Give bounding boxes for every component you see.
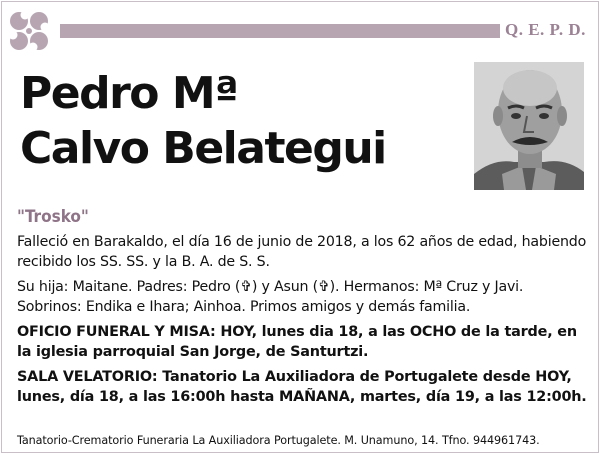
portrait-drawing	[474, 62, 584, 190]
funeral-home-footer: Tanatorio-Crematorio Funeraria La Auxiliadora Portugalete. M. Unamuno, 14. Tfno. 944961743.	[17, 434, 540, 447]
header-bar	[60, 24, 500, 38]
deceased-name	[20, 66, 460, 176]
name-line-2: Calvo Belategui	[20, 123, 386, 174]
qepd-label: Q. E. P. D.	[505, 20, 586, 39]
name-line-1: Pedro Mª	[20, 68, 238, 119]
funeral-paragraph: OFICIO FUNERAL Y MISA: HOY, lunes dia 18, a las OCHO de la tarde, en la iglesia parroquial San Jorge, de Santurtzi.	[17, 324, 577, 360]
family-paragraph: Su hija: Maitane. Padres: Pedro (✞) y Asun (✞). Hermanos: Mª Cruz y Javi. Sobrinos: Endika e Ihara; Ainhoa. Primos amigos y demás familia.	[17, 279, 524, 315]
wake-paragraph: SALA VELATORIO: Tanatorio La Auxiliadora de Portugalete desde HOY, lunes, día 18, a las 16:00h hasta MAÑANA, martes, día 19, a las 12:00h.	[17, 369, 587, 405]
death-paragraph: Falleció en Barakaldo, el día 16 de junio de 2018, a los 62 años de edad, habiendo recibido los SS. SS. y la B. A. de S. S.	[17, 234, 587, 270]
obituary-text	[17, 232, 589, 412]
portrait-photo	[474, 62, 584, 190]
nickname: "Trosko"	[17, 207, 89, 227]
lauburu-icon	[6, 8, 52, 54]
obituary-card	[1, 1, 599, 453]
